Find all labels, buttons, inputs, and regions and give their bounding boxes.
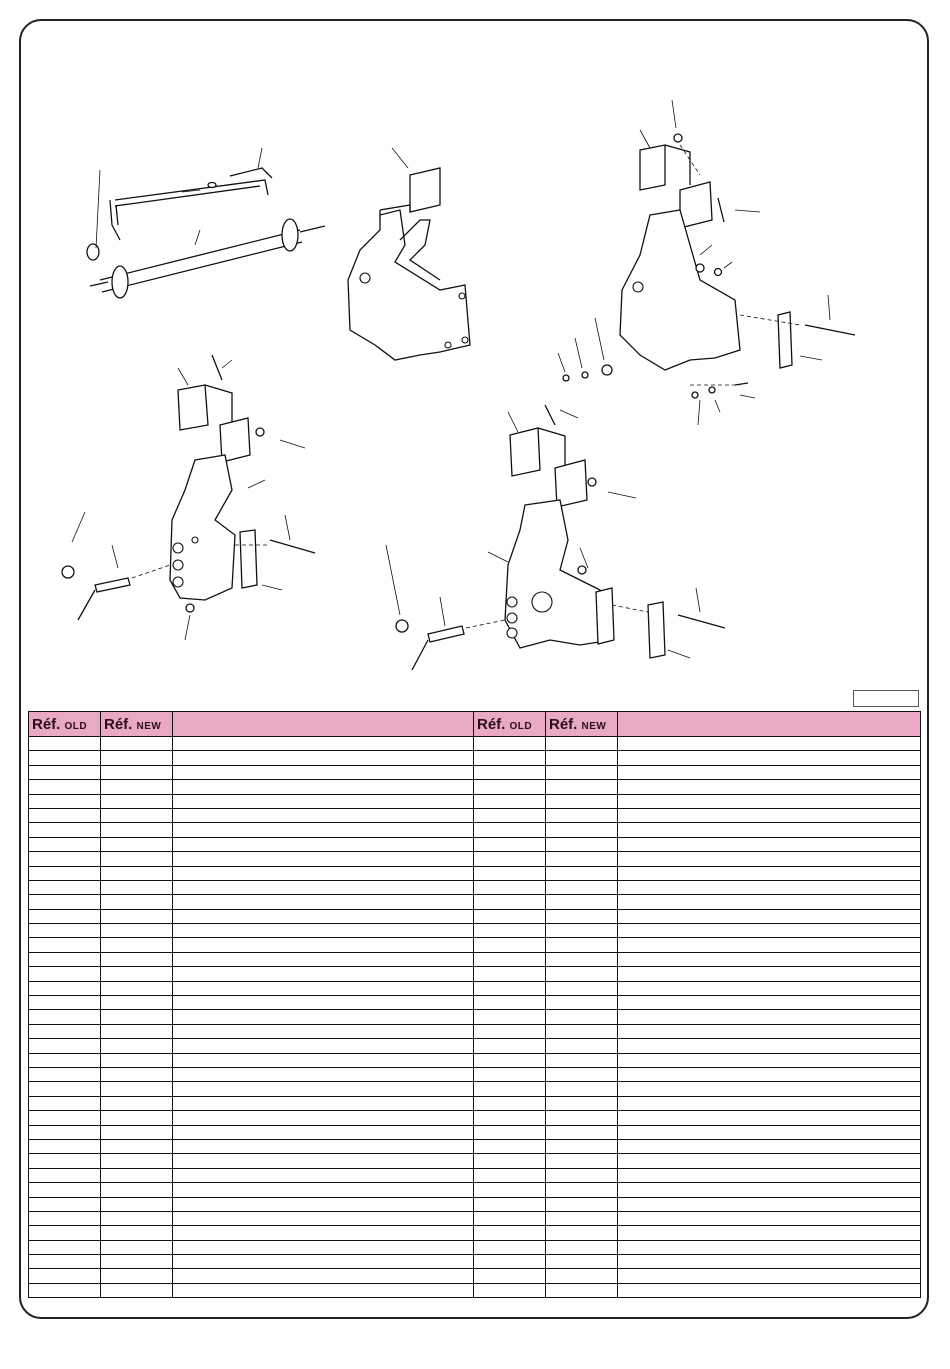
table-cell <box>101 1010 173 1024</box>
table-header-row <box>29 712 921 737</box>
table-cell <box>474 909 546 923</box>
table-cell <box>173 1067 474 1081</box>
table-row <box>29 1183 921 1197</box>
table-cell <box>474 895 546 909</box>
table-cell <box>173 1053 474 1067</box>
table-cell <box>173 967 474 981</box>
table-row <box>29 1197 921 1211</box>
table-cell <box>546 751 618 765</box>
table-cell <box>618 1269 921 1283</box>
table-cell <box>173 952 474 966</box>
table-cell <box>101 1039 173 1053</box>
table-row <box>29 823 921 837</box>
table-cell <box>474 1197 546 1211</box>
table-cell <box>546 938 618 952</box>
table-cell <box>173 780 474 794</box>
table-cell <box>546 967 618 981</box>
table-cell <box>618 1255 921 1269</box>
table-cell <box>618 938 921 952</box>
table-cell <box>474 737 546 751</box>
table-row <box>29 808 921 822</box>
table-cell <box>173 1211 474 1225</box>
table-cell <box>618 1096 921 1110</box>
table-row <box>29 1111 921 1125</box>
table-cell <box>29 1039 101 1053</box>
page-reference-box <box>853 690 919 707</box>
table-row <box>29 981 921 995</box>
table-cell <box>29 1125 101 1139</box>
table-cell <box>173 1125 474 1139</box>
table-cell <box>29 852 101 866</box>
table-cell <box>546 1111 618 1125</box>
table-cell <box>101 1168 173 1182</box>
table-cell <box>474 924 546 938</box>
table-row <box>29 996 921 1010</box>
table-cell <box>474 1283 546 1297</box>
table-cell <box>101 1139 173 1153</box>
table-cell <box>474 1154 546 1168</box>
table-cell <box>173 1096 474 1110</box>
table-cell <box>29 952 101 966</box>
table-cell <box>173 1010 474 1024</box>
table-cell <box>618 1067 921 1081</box>
table-cell <box>546 1039 618 1053</box>
table-cell <box>101 1269 173 1283</box>
table-cell <box>618 780 921 794</box>
table-cell <box>29 1024 101 1038</box>
table-cell <box>29 895 101 909</box>
table-cell <box>618 1154 921 1168</box>
table-cell <box>546 1139 618 1153</box>
table-cell <box>173 1269 474 1283</box>
table-cell <box>618 737 921 751</box>
table-cell <box>173 866 474 880</box>
table-cell <box>474 1039 546 1053</box>
table-cell <box>29 808 101 822</box>
table-cell <box>173 837 474 851</box>
table-cell <box>29 1183 101 1197</box>
table-row <box>29 1067 921 1081</box>
table-cell <box>29 765 101 779</box>
table-cell <box>618 909 921 923</box>
table-cell <box>101 1154 173 1168</box>
table-cell <box>546 1211 618 1225</box>
table-cell <box>618 1197 921 1211</box>
table-cell <box>474 1240 546 1254</box>
table-cell <box>101 1226 173 1240</box>
table-cell <box>618 1053 921 1067</box>
table-cell <box>474 880 546 894</box>
table-cell <box>546 981 618 995</box>
table-cell <box>101 808 173 822</box>
table-cell <box>29 909 101 923</box>
table-cell <box>474 852 546 866</box>
table-cell <box>474 981 546 995</box>
table-cell <box>173 1197 474 1211</box>
table-cell <box>546 1154 618 1168</box>
table-cell <box>29 1283 101 1297</box>
table-cell <box>101 1024 173 1038</box>
table-cell <box>618 1183 921 1197</box>
table-cell <box>29 1053 101 1067</box>
table-cell <box>29 794 101 808</box>
table-cell <box>474 1211 546 1225</box>
table-cell <box>618 808 921 822</box>
table-row <box>29 1211 921 1225</box>
table-cell <box>546 1255 618 1269</box>
table-cell <box>618 952 921 966</box>
table-cell <box>173 1111 474 1125</box>
table-cell <box>29 924 101 938</box>
table-cell <box>101 1283 173 1297</box>
table-row <box>29 1283 921 1297</box>
axle-rod-assembly <box>87 148 325 298</box>
parts-table-body <box>29 737 921 1298</box>
table-cell <box>29 996 101 1010</box>
table-cell <box>101 780 173 794</box>
table-cell <box>618 1125 921 1139</box>
table-cell <box>546 1240 618 1254</box>
table-cell <box>173 852 474 866</box>
table-cell <box>173 1283 474 1297</box>
table-cell <box>546 996 618 1010</box>
table-cell <box>29 1010 101 1024</box>
table-row <box>29 1269 921 1283</box>
table-cell <box>474 751 546 765</box>
table-row <box>29 1010 921 1024</box>
table-cell <box>101 1183 173 1197</box>
parts-table <box>28 711 921 1298</box>
table-cell <box>173 1183 474 1197</box>
table-cell <box>29 981 101 995</box>
table-row <box>29 765 921 779</box>
table-cell <box>618 823 921 837</box>
table-cell <box>618 837 921 851</box>
table-cell <box>546 1082 618 1096</box>
table-cell <box>173 981 474 995</box>
table-cell <box>618 765 921 779</box>
table-cell <box>546 1125 618 1139</box>
table-cell <box>29 1240 101 1254</box>
table-cell <box>173 765 474 779</box>
table-cell <box>101 938 173 952</box>
table-cell <box>101 866 173 880</box>
table-row <box>29 1168 921 1182</box>
table-cell <box>546 1010 618 1024</box>
table-cell <box>546 780 618 794</box>
table-row <box>29 794 921 808</box>
table-cell <box>101 1240 173 1254</box>
table-cell <box>546 866 618 880</box>
table-cell <box>474 823 546 837</box>
table-cell <box>101 794 173 808</box>
table-row <box>29 751 921 765</box>
table-cell <box>173 1154 474 1168</box>
table-cell <box>474 794 546 808</box>
table-cell <box>101 1082 173 1096</box>
table-cell <box>101 967 173 981</box>
table-cell <box>546 1168 618 1182</box>
table-cell <box>101 751 173 765</box>
table-cell <box>29 1197 101 1211</box>
table-cell <box>29 1226 101 1240</box>
col-ref-new: Réf. NEW <box>101 712 173 737</box>
table-cell <box>618 852 921 866</box>
table-cell <box>29 751 101 765</box>
table-cell <box>618 981 921 995</box>
table-cell <box>173 880 474 894</box>
bracket-bottom-left <box>62 355 315 640</box>
table-cell <box>29 1082 101 1096</box>
table-row <box>29 1039 921 1053</box>
table-cell <box>474 1226 546 1240</box>
table-cell <box>546 1183 618 1197</box>
table-cell <box>474 1255 546 1269</box>
table-cell <box>546 794 618 808</box>
table-cell <box>173 938 474 952</box>
table-cell <box>29 1255 101 1269</box>
table-cell <box>546 823 618 837</box>
table-cell <box>173 1039 474 1053</box>
table-cell <box>101 1197 173 1211</box>
table-cell <box>474 1024 546 1038</box>
table-cell <box>546 909 618 923</box>
table-cell <box>173 823 474 837</box>
table-cell <box>173 1024 474 1038</box>
table-cell <box>618 967 921 981</box>
table-cell <box>474 780 546 794</box>
table-cell <box>173 794 474 808</box>
table-cell <box>173 1139 474 1153</box>
table-cell <box>173 924 474 938</box>
table-cell <box>29 880 101 894</box>
bracket-top-right <box>558 100 855 425</box>
table-row <box>29 1226 921 1240</box>
table-cell <box>474 1139 546 1153</box>
table-cell <box>29 737 101 751</box>
exploded-parts-diagram <box>30 70 920 690</box>
table-cell <box>474 996 546 1010</box>
table-row <box>29 952 921 966</box>
table-cell <box>618 1168 921 1182</box>
table-cell <box>618 1226 921 1240</box>
table-row <box>29 1240 921 1254</box>
table-cell <box>474 952 546 966</box>
table-cell <box>101 924 173 938</box>
table-cell <box>546 952 618 966</box>
table-cell <box>618 1010 921 1024</box>
table-cell <box>29 1269 101 1283</box>
table-cell <box>474 808 546 822</box>
table-cell <box>29 1111 101 1125</box>
table-cell <box>29 780 101 794</box>
table-cell <box>546 1197 618 1211</box>
table-row <box>29 909 921 923</box>
table-row <box>29 938 921 952</box>
table-cell <box>29 1168 101 1182</box>
table-cell <box>29 1139 101 1153</box>
table-cell <box>546 1283 618 1297</box>
table-cell <box>101 1255 173 1269</box>
table-cell <box>29 1096 101 1110</box>
table-cell <box>101 1211 173 1225</box>
col-ref-old: Réf. OLD <box>29 712 101 737</box>
table-cell <box>173 737 474 751</box>
table-cell <box>29 938 101 952</box>
table-cell <box>474 1082 546 1096</box>
table-cell <box>618 1211 921 1225</box>
table-cell <box>618 1082 921 1096</box>
table-cell <box>474 938 546 952</box>
table-row <box>29 880 921 894</box>
table-cell <box>474 1269 546 1283</box>
table-cell <box>474 765 546 779</box>
table-cell <box>101 1111 173 1125</box>
table-cell <box>173 1240 474 1254</box>
table-cell <box>474 1096 546 1110</box>
table-row <box>29 1024 921 1038</box>
table-cell <box>101 1096 173 1110</box>
bracket-bottom-center <box>386 405 725 670</box>
table-cell <box>101 981 173 995</box>
table-cell <box>618 1240 921 1254</box>
table-cell <box>618 1283 921 1297</box>
table-cell <box>29 967 101 981</box>
table-cell <box>173 1082 474 1096</box>
table-cell <box>101 765 173 779</box>
table-cell <box>101 880 173 894</box>
table-cell <box>546 1067 618 1081</box>
table-cell <box>474 1111 546 1125</box>
table-cell <box>618 996 921 1010</box>
table-cell <box>474 1125 546 1139</box>
table-cell <box>474 967 546 981</box>
table-row <box>29 852 921 866</box>
table-cell <box>474 1067 546 1081</box>
table-cell <box>546 1269 618 1283</box>
table-cell <box>29 866 101 880</box>
table-cell <box>618 1111 921 1125</box>
table-row <box>29 1125 921 1139</box>
col-description <box>173 712 474 737</box>
table-cell <box>474 837 546 851</box>
table-cell <box>618 751 921 765</box>
table-cell <box>618 924 921 938</box>
table-cell <box>546 808 618 822</box>
table-row <box>29 737 921 751</box>
table-cell <box>546 924 618 938</box>
table-cell <box>546 765 618 779</box>
table-cell <box>546 737 618 751</box>
table-row <box>29 1053 921 1067</box>
table-cell <box>29 823 101 837</box>
table-cell <box>474 1010 546 1024</box>
table-cell <box>173 808 474 822</box>
bracket-top-center <box>348 148 470 360</box>
table-cell <box>101 895 173 909</box>
table-cell <box>546 1226 618 1240</box>
table-cell <box>618 1039 921 1053</box>
table-cell <box>618 895 921 909</box>
table-cell <box>101 1067 173 1081</box>
col-ref-old-2: Réf. OLD <box>474 712 546 737</box>
table-cell <box>101 1053 173 1067</box>
table-row <box>29 924 921 938</box>
table-cell <box>101 952 173 966</box>
table-cell <box>173 895 474 909</box>
table-cell <box>173 996 474 1010</box>
table-cell <box>618 880 921 894</box>
table-cell <box>546 895 618 909</box>
table-cell <box>29 1067 101 1081</box>
table-cell <box>173 1255 474 1269</box>
table-cell <box>474 1053 546 1067</box>
table-cell <box>101 909 173 923</box>
table-cell <box>29 1154 101 1168</box>
table-cell <box>101 996 173 1010</box>
table-cell <box>474 1168 546 1182</box>
table-row <box>29 1096 921 1110</box>
table-cell <box>173 1226 474 1240</box>
table-cell <box>546 837 618 851</box>
table-cell <box>101 737 173 751</box>
table-cell <box>173 909 474 923</box>
table-row <box>29 895 921 909</box>
table-cell <box>546 1096 618 1110</box>
col-description-2 <box>618 712 921 737</box>
table-cell <box>546 880 618 894</box>
table-row <box>29 967 921 981</box>
table-row <box>29 1255 921 1269</box>
table-cell <box>101 852 173 866</box>
table-cell <box>546 1024 618 1038</box>
table-cell <box>29 1211 101 1225</box>
table-cell <box>474 1183 546 1197</box>
table-row <box>29 780 921 794</box>
table-cell <box>173 751 474 765</box>
table-cell <box>618 794 921 808</box>
col-ref-new-2: Réf. NEW <box>546 712 618 737</box>
table-cell <box>101 1125 173 1139</box>
table-cell <box>29 837 101 851</box>
table-row <box>29 866 921 880</box>
table-row <box>29 1082 921 1096</box>
table-row <box>29 1139 921 1153</box>
table-row <box>29 837 921 851</box>
table-cell <box>173 1168 474 1182</box>
table-cell <box>546 1053 618 1067</box>
table-row <box>29 1154 921 1168</box>
table-cell <box>101 823 173 837</box>
table-cell <box>101 837 173 851</box>
table-cell <box>618 1024 921 1038</box>
table-cell <box>618 866 921 880</box>
table-cell <box>618 1139 921 1153</box>
table-cell <box>474 866 546 880</box>
table-cell <box>546 852 618 866</box>
